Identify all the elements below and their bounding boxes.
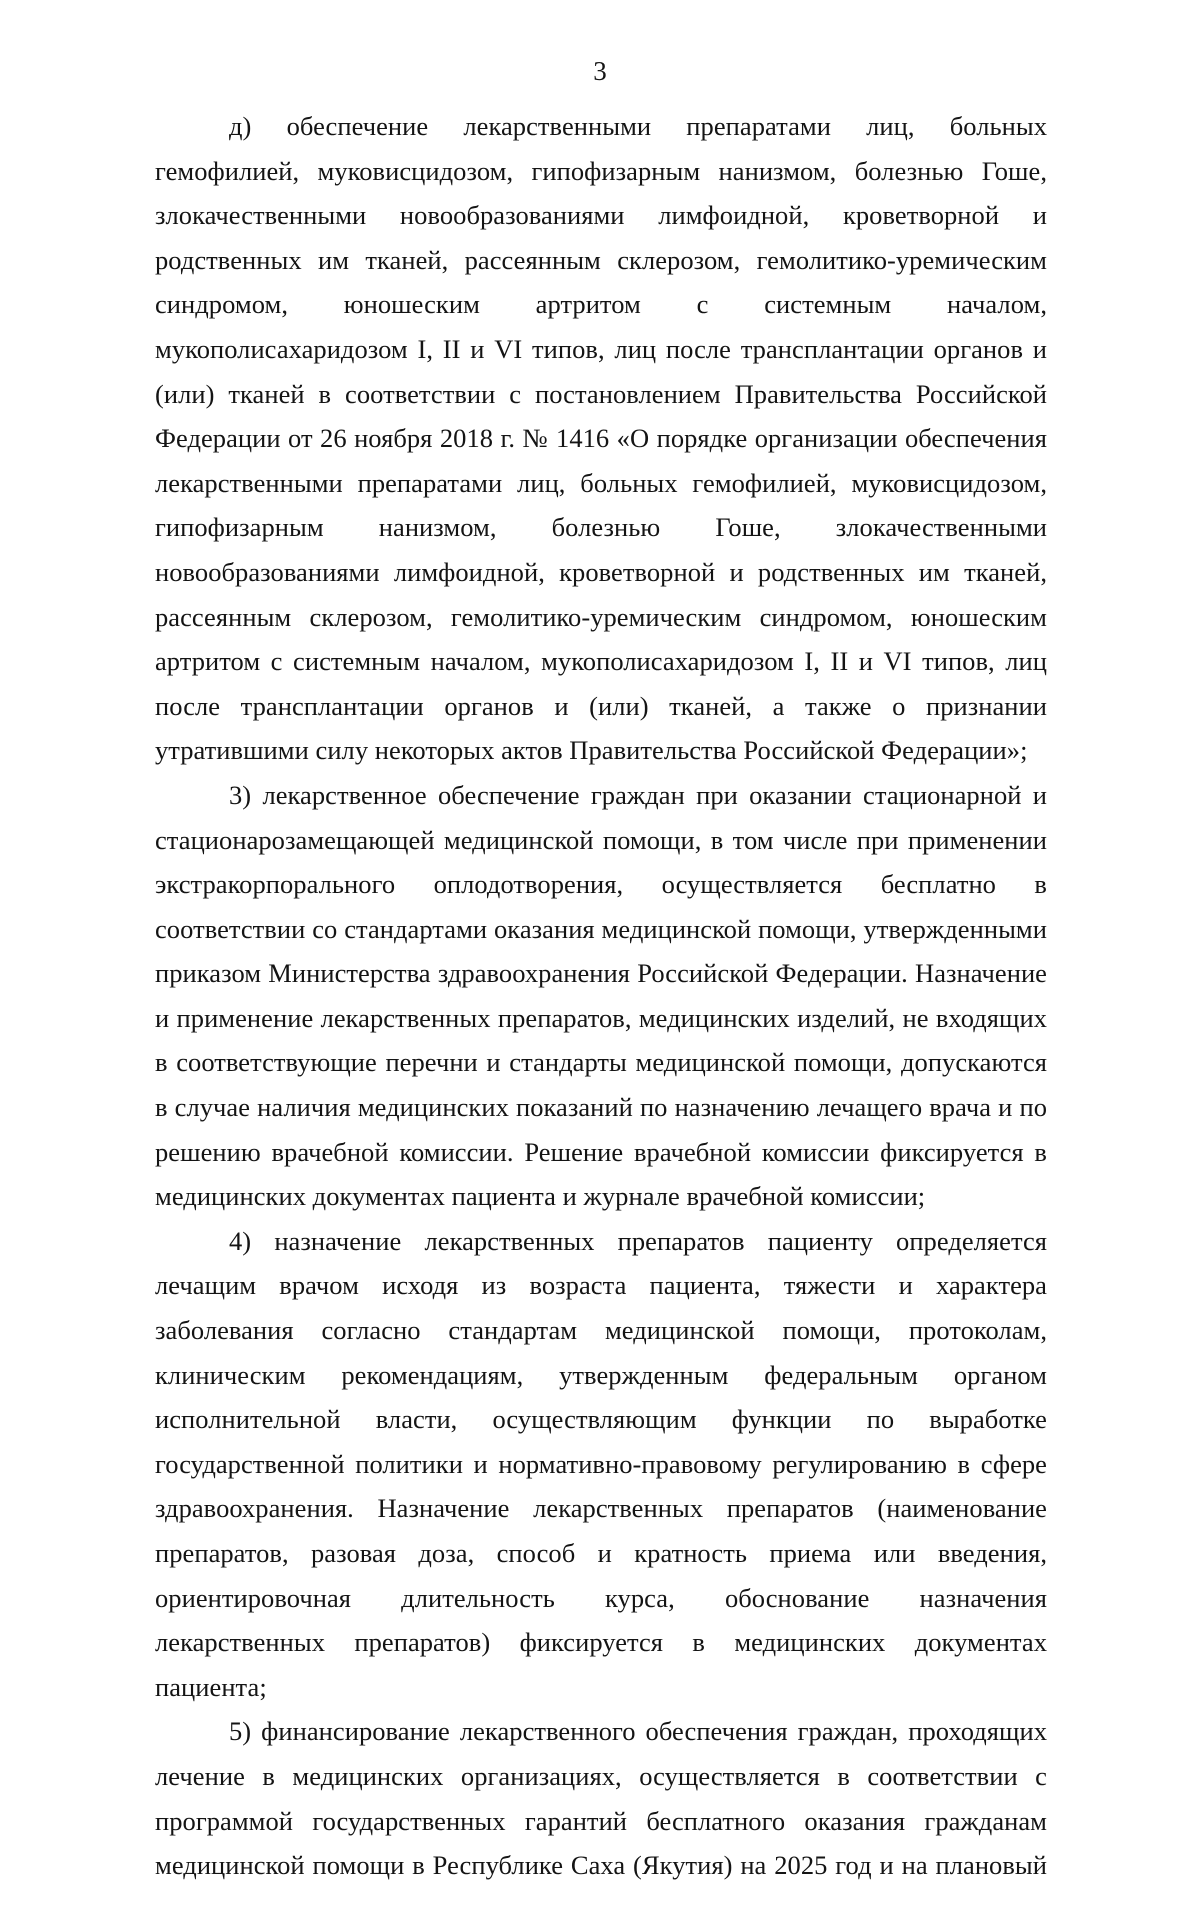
- paragraph-item-d: д) обеспечение лекарственными препаратами лиц, больных гемофилией, муковисцидозом, гипофизарным нанизмом, болезнью Гоше, злокачественными новообразованиями лимфоидной, кроветворной и родственных им тканей, рассеянным склерозом, гемолитико-уремическим синдромом, юношеским артритом с системным началом, мукополисахаридозом I, II и VI типов, лиц после трансплантации органов и (или) тканей в соответствии с постановлением Правительства Российской Федерации от 26 ноября 2018 г. № 1416 «О порядке организации обеспечения лекарственными препаратами лиц, больных гемофилией, муковисцидозом, гипофизарным нанизмом, болезнью Гоше, злокачественными новообразованиями лимфоидной, кроветворной и родственных им тканей, рассеянным склерозом, гемолитико-уремическим синдромом, юношеским артритом с системным началом, мукополисахаридозом I, II и VI типов, лиц после трансплантации органов и (или) тканей, а также о признании утратившими силу некоторых актов Правительства Российской Федерации»;: [155, 111, 1047, 766]
- paragraph-item-4: 4) назначение лекарственных препаратов пациенту определяется лечащим врачом исходя из возраста пациента, тяжести и характера заболевания согласно стандартам медицинской помощи, протоколам, клиническим рекомендациям, утвержденным федеральным органом исполнительной власти, осуществляющим функции по выработке государственной политики и нормативно-правовому регулированию в сфере здравоохранения. Назначение лекарственных препаратов (наименование препаратов, разовая доза, способ и кратность приема или введения, ориентировочная длительность курса, обоснование назначения лекарственных препаратов) фиксируется в медицинских документах пациента;: [155, 1225, 1047, 1702]
- paragraph-item-5: 5) финансирование лекарственного обеспечения граждан, проходящих лечение в медицинских организациях, осуществляется в соответствии с программой государственных гарантий бесплатного оказания гражданам медицинской помощи в Республике Саха (Якутия) на 2025 год и на плановый: [155, 1716, 1047, 1881]
- paragraph-item-3: 3) лекарственное обеспечение граждан при оказании стационарной и стационарозамещающей медицинской помощи, в том числе при применении экстракорпорального оплодотворения, осуществляется бесплатно в соответствии со стандартами оказания медицинской помощи, утвержденными приказом Министерства здравоохранения Российской Федерации. Назначение и применение лекарственных препаратов, медицинских изделий, не входящих в соответствующие перечни и стандарты медицинской помощи, допускаются в случае наличия медицинских показаний по назначению лечащего врача и по решению врачебной комиссии. Решение врачебной комиссии фиксируется в медицинских документах пациента и журнале врачебной комиссии;: [155, 779, 1047, 1212]
- page-number: 3: [593, 56, 607, 86]
- document-body: [155, 104, 1047, 1932]
